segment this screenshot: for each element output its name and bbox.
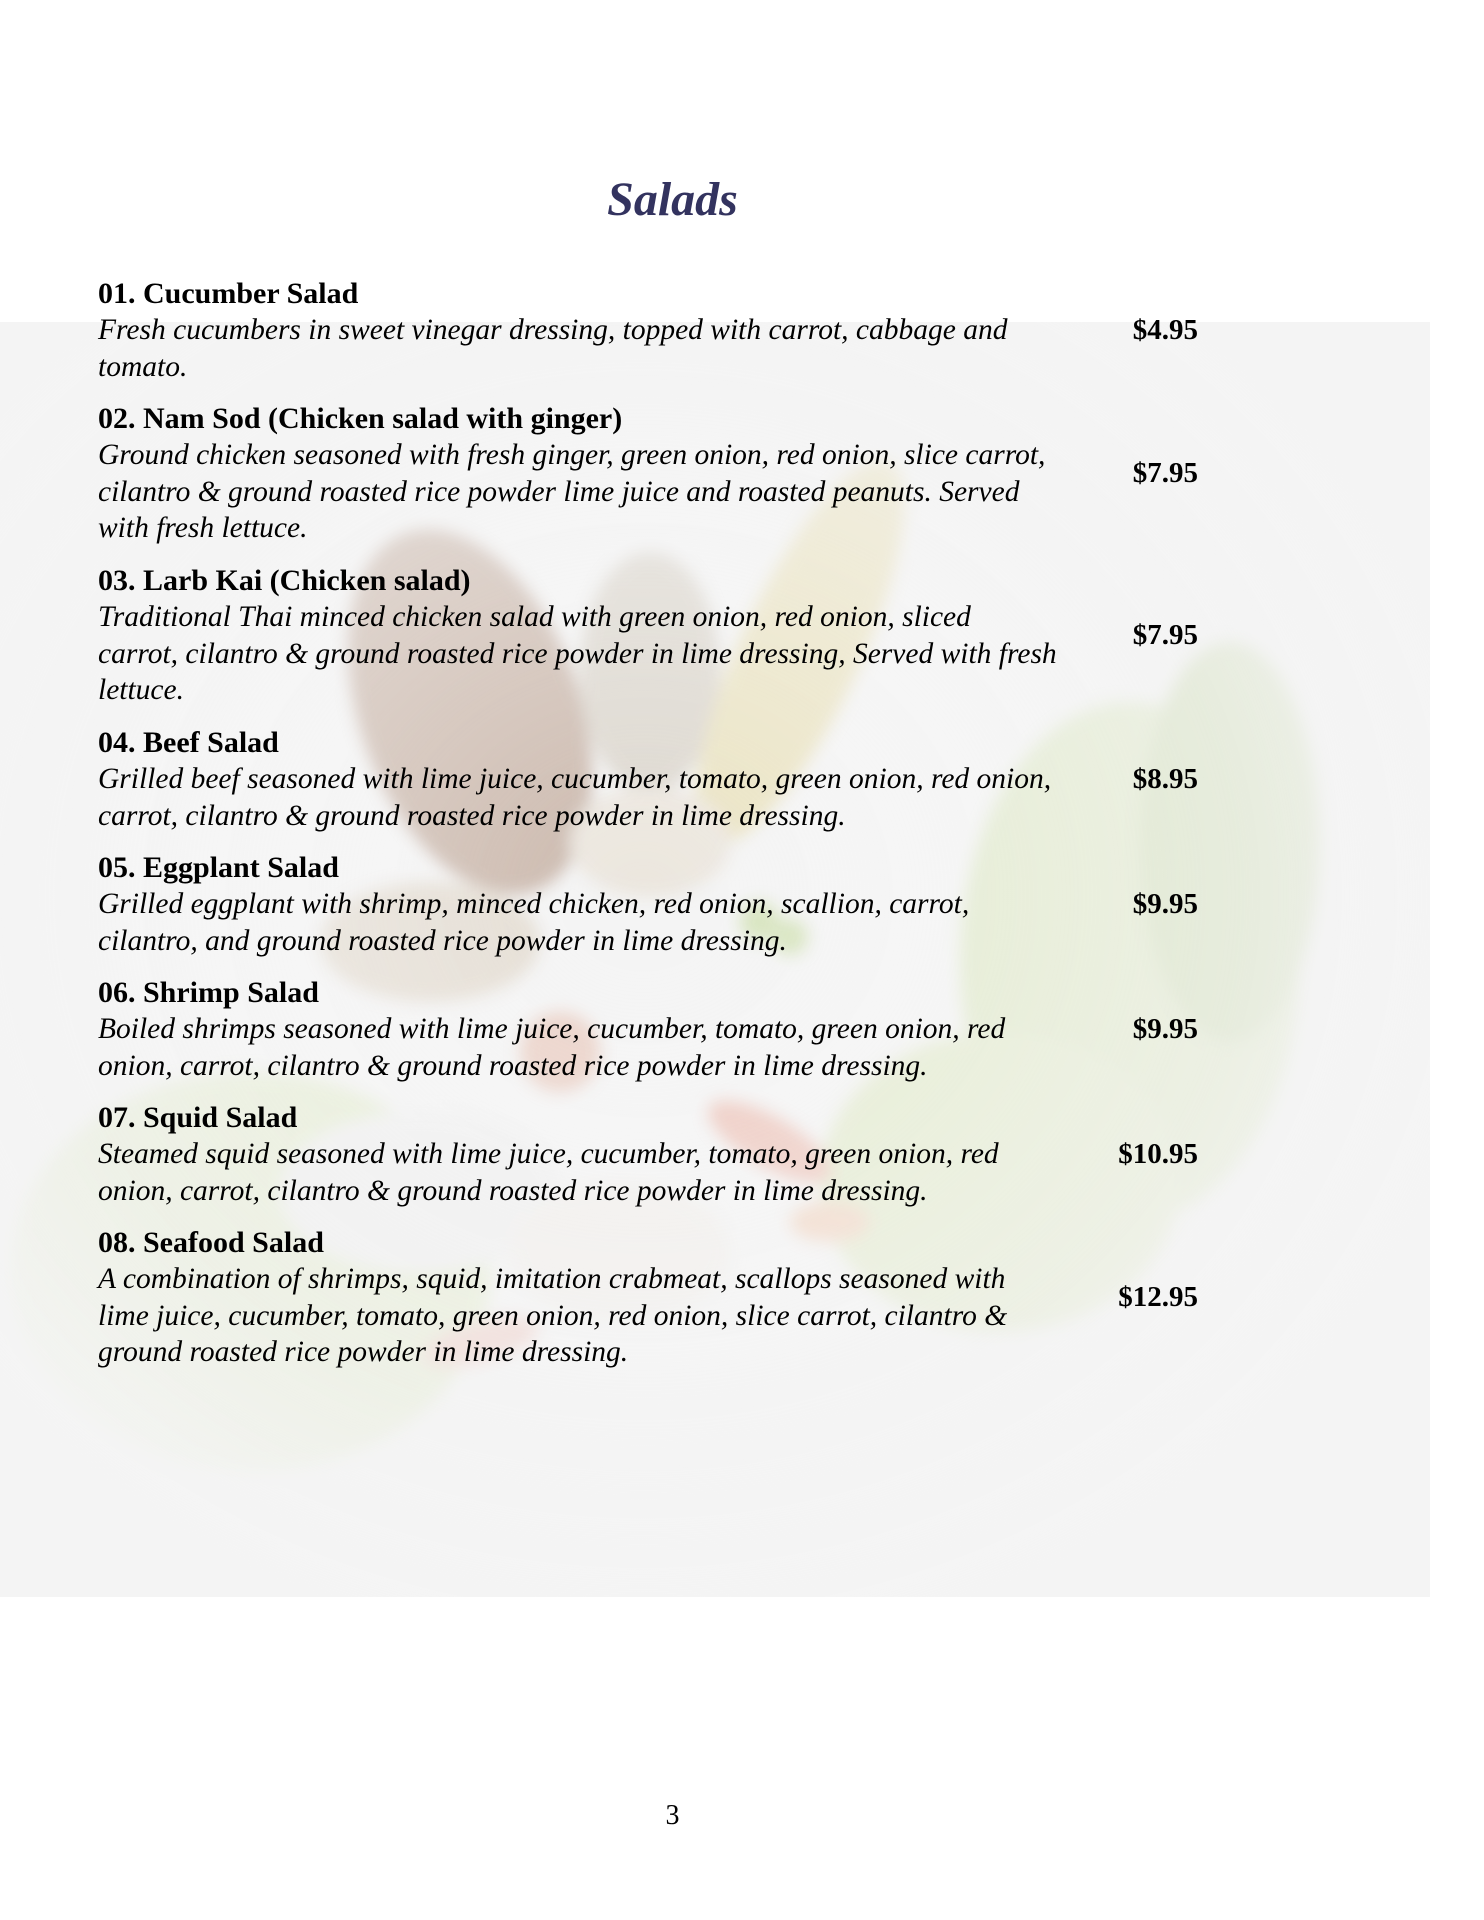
page-title: Salads xyxy=(607,173,738,226)
item-name: 07. Squid Salad xyxy=(98,1101,298,1134)
item-price: $9.95 xyxy=(1132,888,1198,920)
item-description: Fresh cucumbers in sweet vinegar dressing, topped with carrot, cabbage and tomato. xyxy=(98,314,1008,383)
item-name: 02. Nam Sod (Chicken salad with ginger) xyxy=(98,402,623,435)
page-number: 3 xyxy=(665,1800,680,1831)
menu-item xyxy=(98,276,1198,385)
item-price: $7.95 xyxy=(1132,457,1198,489)
item-price: $8.95 xyxy=(1132,763,1198,795)
item-name: 01. Cucumber Salad xyxy=(98,277,359,310)
item-name: 06. Shrimp Salad xyxy=(98,976,319,1009)
item-price: $7.95 xyxy=(1132,619,1198,651)
item-description: Ground chicken seasoned with fresh ginger, green onion, red onion, slice carrot, cilantro & ground roasted rice powder lime juice and roasted peanuts. Served with fresh lettuce. xyxy=(98,439,1046,544)
item-price: $10.95 xyxy=(1118,1138,1198,1170)
item-description: Grilled eggplant with shrimp, minced chicken, red onion, scallion, carrot, cilantro, and ground roasted rice powder in lime dressing. xyxy=(98,888,970,957)
item-price: $4.95 xyxy=(1132,314,1198,346)
menu-item xyxy=(98,975,1198,1084)
item-description: A combination of shrimps, squid, imitation crabmeat, scallops seasoned with lime juice, cucumber, tomato, green onion, red onion, slice carrot, cilantro & ground roasted rice powder in lime dressing. xyxy=(98,1263,1008,1368)
menu-item xyxy=(98,401,1198,547)
item-price: $12.95 xyxy=(1118,1281,1198,1313)
item-description: Grilled beef seasoned with lime juice, cucumber, tomato, green onion, red onion, carrot, cilantro & ground roasted rice powder in lime dressing. xyxy=(98,763,1052,832)
item-description: Traditional Thai minced chicken salad with green onion, red onion, sliced carrot, cilantro & ground roasted rice powder in lime dressing, Served with fresh lettuce. xyxy=(98,601,1057,706)
item-name: 04. Beef Salad xyxy=(98,726,279,759)
menu-item xyxy=(98,563,1198,709)
menu-item xyxy=(98,725,1198,834)
item-price: $9.95 xyxy=(1132,1013,1198,1045)
item-description: Boiled shrimps seasoned with lime juice, cucumber, tomato, green onion, red onion, carrot, cilantro & ground roasted rice powder in lime dressing. xyxy=(98,1013,1006,1082)
menu-item xyxy=(98,1225,1198,1371)
item-description: Steamed squid seasoned with lime juice, cucumber, tomato, green onion, red onion, carrot, cilantro & ground roasted rice powder in lime dressing. xyxy=(98,1138,999,1207)
item-name: 03. Larb Kai (Chicken salad) xyxy=(98,564,471,597)
menu-item xyxy=(98,850,1198,959)
menu-item xyxy=(98,1100,1198,1209)
item-name: 05. Eggplant Salad xyxy=(98,851,339,884)
item-name: 08. Seafood Salad xyxy=(98,1226,324,1259)
